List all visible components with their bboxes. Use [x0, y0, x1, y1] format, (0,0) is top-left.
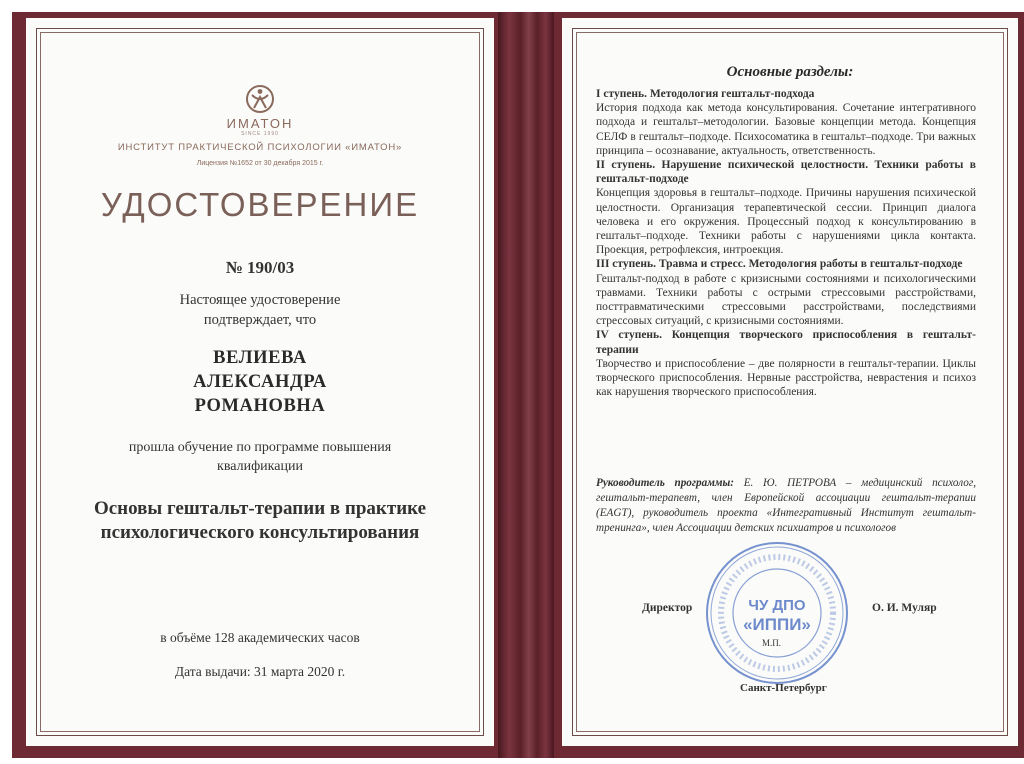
- brand-since: SINCE 1990: [241, 131, 279, 137]
- seal-place-mark: М.П.: [762, 638, 782, 648]
- certificate-number: № 190/03: [225, 258, 295, 277]
- director-name: О. И. Муляр: [872, 602, 937, 614]
- trained-text: прошла обучение по программе повышения квалификации: [128, 440, 392, 474]
- section-2-text: Концепция здоровья в гештальт–подходе. Причины нарушения психической целостности. Организация терапевтической сессии. Принцип диалога человека и его окружения. Процессный подход к консультированию в гештальт–подходе. Техники работы с нарушениями цикла контакта. Проекция, ретрофлексия, интроекция.: [596, 187, 976, 257]
- program-title: Основы гештальт-терапии в практике психологического консультирования: [93, 498, 427, 543]
- section-2-title: II ступень. Нарушение психической целостности. Техники работы в гештальт-подходе: [596, 159, 976, 186]
- issue-date: Дата выдачи: 31 марта 2020 г.: [174, 664, 346, 679]
- brand-name: ИМАТОН: [226, 116, 294, 131]
- imaton-logo: [26, 84, 494, 137]
- holder-patronymic: РОМАНОВНА: [194, 396, 326, 416]
- certificate-right-page: [562, 18, 1018, 746]
- confirm-line-2: подтверждает, что: [203, 312, 317, 328]
- leader-label: Руководитель программы:: [596, 477, 735, 489]
- director-label: Директор: [642, 602, 693, 614]
- sections-heading: Основные разделы:: [726, 64, 854, 80]
- section-3-text: Гештальт-подход в работе с кризисными состояниями и психологическими травмами. Техники работы с острыми стрессовыми расстройствами, посттравматическими стрессовыми расстройствами, последствиями стрессовых ситуаций, с кризисными состояниями.: [596, 272, 976, 328]
- section-4-title: IV ступень. Концепция творческого приспособления в гештальт-терапии: [596, 329, 976, 356]
- institute-name: ИНСТИТУТ ПРАКТИЧЕСКОЙ ПСИХОЛОГИИ «ИМАТОН»: [117, 142, 403, 153]
- section-3-title: III ступень. Травма и стресс. Методология работы в гештальт-подходе: [596, 258, 963, 271]
- section-4-text: Творчество и приспособление – две полярности в гештальт-терапии. Циклы творческого приспособления. Нервные расстройства, неврастения и психоз как нарушения творческого приспособления.: [596, 357, 976, 399]
- institute-stamp: [702, 538, 852, 688]
- confirm-text: [26, 290, 494, 330]
- leader-text: Е. Ю. ПЕТРОВА – медицинский психолог, гештальт-терапевт, член Европейской ассоциации гештальт-терапии (EAGT), руководитель проекта «Интегративный Институт гештальт-тренинга», член Ассоциации детских психиатров и психологов: [596, 477, 976, 534]
- stamp-center-line-1: ЧУ ДПО: [748, 597, 806, 614]
- cover-spine: [498, 12, 554, 758]
- city-name: Санкт-Петербург: [740, 682, 827, 694]
- section-1-title: I ступень. Методология гештальт-подхода: [596, 88, 815, 100]
- program-leader: [596, 476, 976, 536]
- sections-list: [596, 87, 976, 399]
- course-hours: в объёме 128 академических часов: [160, 630, 360, 645]
- license-line: Лицензия №1652 от 30 декабря 2015 г.: [196, 160, 324, 167]
- certificate-title: УДОСТОВЕРЕНИЕ: [100, 186, 420, 223]
- section-1-text: История подхода как метода консультирования. Сочетание интегративного подхода и гештальт–методологии. Базовые концепции метода. Концепция СЕЛФ в гештальт–подходе. Психосоматика в гештальт–подходе. Три важных принципа – осознавание, актуальность, ответственность.: [596, 102, 976, 157]
- holder-surname: ВЕЛИЕВА: [213, 348, 307, 368]
- confirm-line-1: Настоящее удостоверение: [179, 292, 341, 308]
- holder-name: [26, 346, 494, 418]
- imaton-emblem-icon: [243, 84, 277, 114]
- holder-first-name: АЛЕКСАНДРА: [193, 372, 327, 392]
- stamp-center-line-2: «ИППИ»: [743, 615, 811, 634]
- certificate-left-page: [26, 18, 494, 746]
